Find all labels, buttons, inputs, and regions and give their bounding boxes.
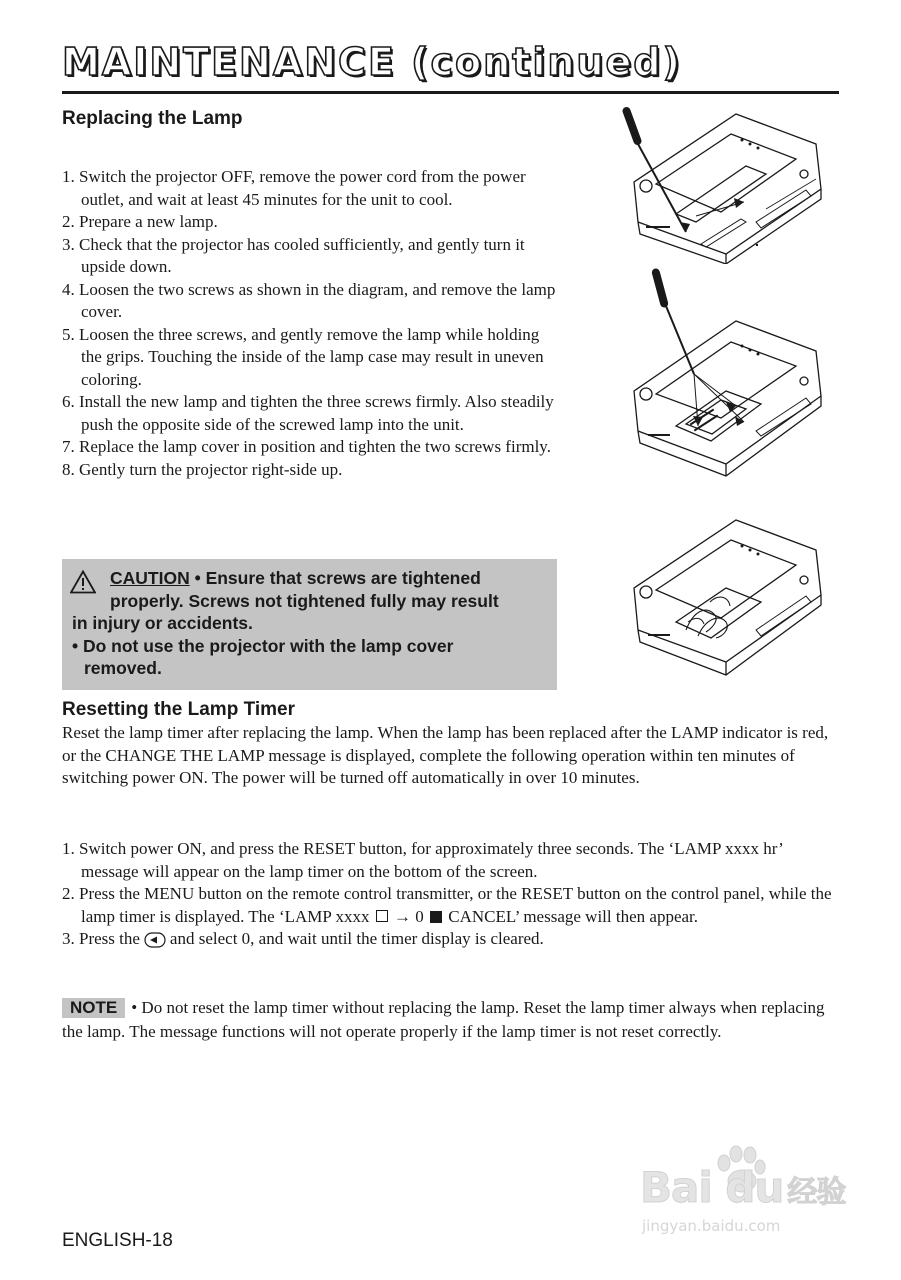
replace-lamp-steps [62,166,562,481]
watermark-brand: Bai du 经验 [640,1163,846,1212]
resetting-timer-heading: Resetting the Lamp Timer [62,699,295,720]
list-item: 4. Loosen the two screws as shown in the diagram, and remove the lamp cover. [62,279,556,321]
filled-square-icon [430,911,442,923]
timer-intro-paragraph: Reset the lamp timer after replacing the lamp. When the lamp has been replaced after the LAMP indicator is red, or the CHANGE THE LAMP message is displayed, complete the following operation within ten minutes of switching power ON. The power will be turned off automatically in over 10 minutes. [62,723,829,787]
empty-square-icon [376,910,388,922]
list-item: 6. Install the new lamp and tighten the three screws firmly. Also steadily push the opposite side of the screwed lamp into the unit. [62,392,554,434]
list-item: 2. Prepare a new lamp. [62,212,218,231]
list-item: 3. Check that the projector has cooled sufficiently, and gently turn it upside down. [62,234,525,276]
page-number: ENGLISH-18 [62,1230,173,1251]
list-item: 7. Replace the lamp cover in position and tighten the two screws firmly. [62,437,551,456]
caution-line: removed. [84,658,162,678]
step-text: 2. Press the MENU button on the remote control transmitter, or the RESET button on the control panel, while the lamp timer is displayed. The ‘LAMP xxxx [62,884,832,926]
title-rule [62,91,839,94]
step-text: → 0 [394,906,424,926]
caution-line: • Do not use the projector with the lamp cover [72,635,454,656]
caution-box [62,559,557,690]
caution-line: properly. Screws not tightened fully may result [110,590,499,611]
step-text: 3. Press the [62,929,140,948]
step-text: CANCEL’ message will then appear. [448,906,699,926]
list-item [62,883,832,928]
note-text: • Do not reset the lamp timer without replacing the lamp. Reset the lamp timer always when replacing the lamp. The message functions will not operate properly if the lamp timer is not reset correctly. [62,998,825,1041]
watermark-url: jingyan.baidu.com [642,1217,781,1235]
list-item: 1. Switch the projector OFF, remove the power cord from the power outlet, and wait at least 45 minutes for the unit to cool. [62,167,526,209]
left-arrow-button-icon [144,932,166,948]
baidu-watermark [640,1145,850,1245]
list-item: 8. Gently turn the projector right-side up. [62,459,343,479]
projector-install-lamp-illustration [616,510,826,695]
caution-line: in injury or accidents. [72,613,253,633]
step-text: and select 0, and wait until the timer display is cleared. [169,929,544,948]
replacing-lamp-heading: Replacing the Lamp [62,108,243,129]
list-item: 5. Loosen the three screws, and gently remove the lamp while holding the grips. Touching the inside of the lamp case may result in uneven coloring. [62,324,544,389]
caution-text [72,567,552,680]
caution-line: • Ensure that screws are tightened [189,568,481,588]
projector-remove-lamp-illustration [616,266,826,481]
projector-remove-cover-illustration [616,104,826,264]
caution-label: CAUTION [110,568,190,588]
note-paragraph [62,996,837,1043]
reset-timer-steps [62,838,832,951]
list-item: 1. Switch power ON, and press the RESET button, for approximately three seconds. The ‘LAMP xxxx hr’ message will appear on the lamp timer on the bottom of the screen. [62,839,783,881]
list-item [62,928,832,951]
note-badge: NOTE [62,998,125,1018]
page-title: MAINTENANCE (continued) [62,40,682,84]
